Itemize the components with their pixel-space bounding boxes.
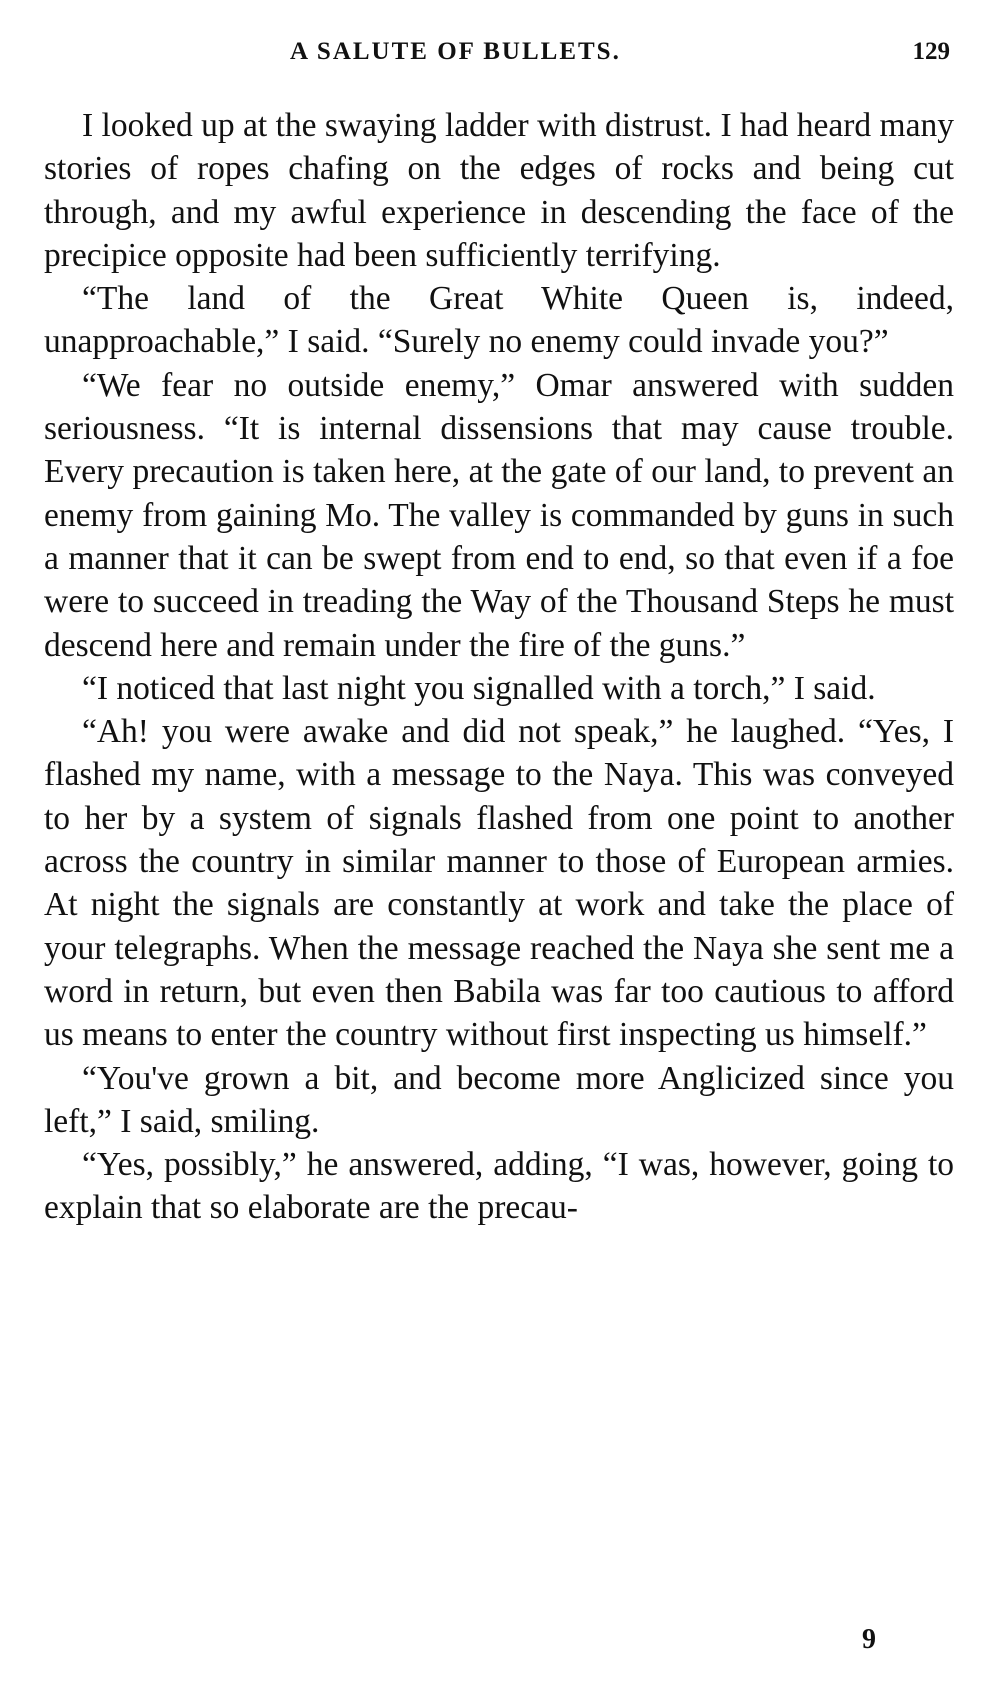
running-head-title: A SALUTE OF BULLETS.: [290, 38, 621, 65]
paragraph: “Ah! you were awake and did not speak,” he laughed. “Yes, I flashed my name, with a message to the Naya. This was conveyed to her by a system of signals flashed from one point to another across the country in similar manner to those of European armies. At night the signals are constantly at work and take the place of your telegraphs. When the message reached the Naya she sent me a word in return, but even then Babila was far too cautious to afford us means to enter the country without first inspecting us himself.”: [44, 713, 954, 1054]
paragraph: “You've grown a bit, and become more Anglicized since you left,” I said, smiling.: [44, 1059, 954, 1140]
paragraph: I looked up at the swaying ladder with distrust. I had heard many stories of ropes chafing on the edges of rocks and being cut through, and my awful experience in descending the face of the precipice opposite had been sufficiently terrifying.: [44, 107, 954, 274]
signature-mark: 9: [862, 1624, 876, 1655]
paragraph: “We fear no outside enemy,” Omar answered with sudden seriousness. “It is internal dissensions that may cause trouble. Every precaution is taken here, at the gate of our land, to prevent an enemy from gaining Mo. The valley is commanded by guns in such a manner that it can be swept from end to end, so that even if a foe were to succeed in treading the Way of the Thousand Steps he must descend here and remain under the fire of the guns.”: [44, 366, 954, 664]
body-text: [44, 104, 954, 1230]
paragraph: “I noticed that last night you signalled with a torch,” I said.: [82, 669, 876, 707]
page-number: 129: [912, 38, 950, 65]
paragraph: “The land of the Great White Queen is, indeed, unapproachable,” I said. “Surely no enemy could invade you?”: [44, 280, 954, 361]
paragraph: “Yes, possibly,” he answered, adding, “I was, however, going to explain that so elaborate are the precau-: [44, 1146, 954, 1227]
